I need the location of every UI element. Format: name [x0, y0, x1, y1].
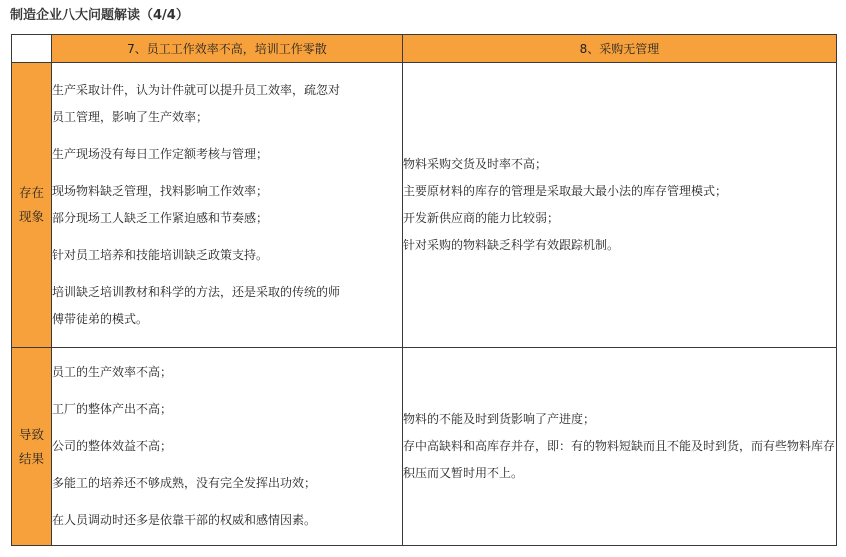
list-item: 在人员调动时还多是依靠干部的权威和感情因素。 [52, 513, 317, 527]
list-item: 部分现场工人缺乏工作紧迫感和节奏感； [52, 211, 269, 225]
row-header-line: 导致 [18, 426, 44, 442]
list-item: 员工管理，影响了生产效率； [52, 110, 209, 124]
list-item: 傅带徒弟的模式。 [52, 312, 149, 326]
list-item: 多能工的培养还不够成熟，没有完全发挥出功效； [52, 476, 317, 490]
phenomena-col8-cell [403, 63, 837, 348]
results-col8-cell [403, 348, 837, 546]
list-item: 物料采购交货及时率不高； [403, 157, 548, 171]
row-header-line: 结果 [18, 450, 44, 466]
list-item: 开发新供应商的能力比较弱； [403, 211, 560, 225]
list-item: 工厂的整体产出不高； [52, 402, 173, 416]
issue-table [11, 34, 837, 546]
column-header-8: 8、采购无管理 [403, 35, 837, 63]
page-title: 制造企业八大问题解读（4/4） [10, 8, 189, 23]
row-header-line: 存在 [18, 185, 44, 200]
row-header-results [12, 348, 52, 546]
list-item: 培训缺乏培训教材和科学的方法，还是采取的传统的师 [52, 285, 341, 299]
table-row [12, 348, 837, 546]
list-item: 物料的不能及时到货影响了产进度； [403, 412, 596, 426]
table-header-row [12, 35, 837, 63]
phenomena-col7-cell [52, 63, 403, 348]
row-header-line: 现象 [18, 209, 44, 224]
list-item: 存中高缺料和高库存并存，即：有的物料短缺而且不能及时到货，而有些物料库存积压而又暂时用不上。 [403, 439, 836, 480]
row-header-phenomena [12, 63, 52, 348]
table-row [12, 63, 837, 348]
column-header-7: 7、员工工作效率不高，培训工作零散 [52, 35, 403, 63]
list-item: 针对员工培养和技能培训缺乏政策支持。 [52, 248, 269, 262]
list-item: 主要原材料的库存的管理是采取最大最小法的库存管理模式； [403, 184, 728, 198]
list-item: 针对采购的物料缺乏科学有效跟踪机制。 [403, 238, 620, 252]
corner-cell [12, 35, 52, 63]
list-item: 公司的整体效益不高； [52, 439, 173, 453]
list-item: 员工的生产效率不高； [52, 365, 173, 379]
list-item: 生产采取计件，认为计件就可以提升员工效率，疏忽对 [52, 83, 341, 97]
list-item: 生产现场没有每日工作定额考核与管理； [52, 147, 269, 161]
list-item: 现场物料缺乏管理，找料影响工作效率； [52, 184, 269, 198]
results-col7-cell [52, 348, 403, 546]
